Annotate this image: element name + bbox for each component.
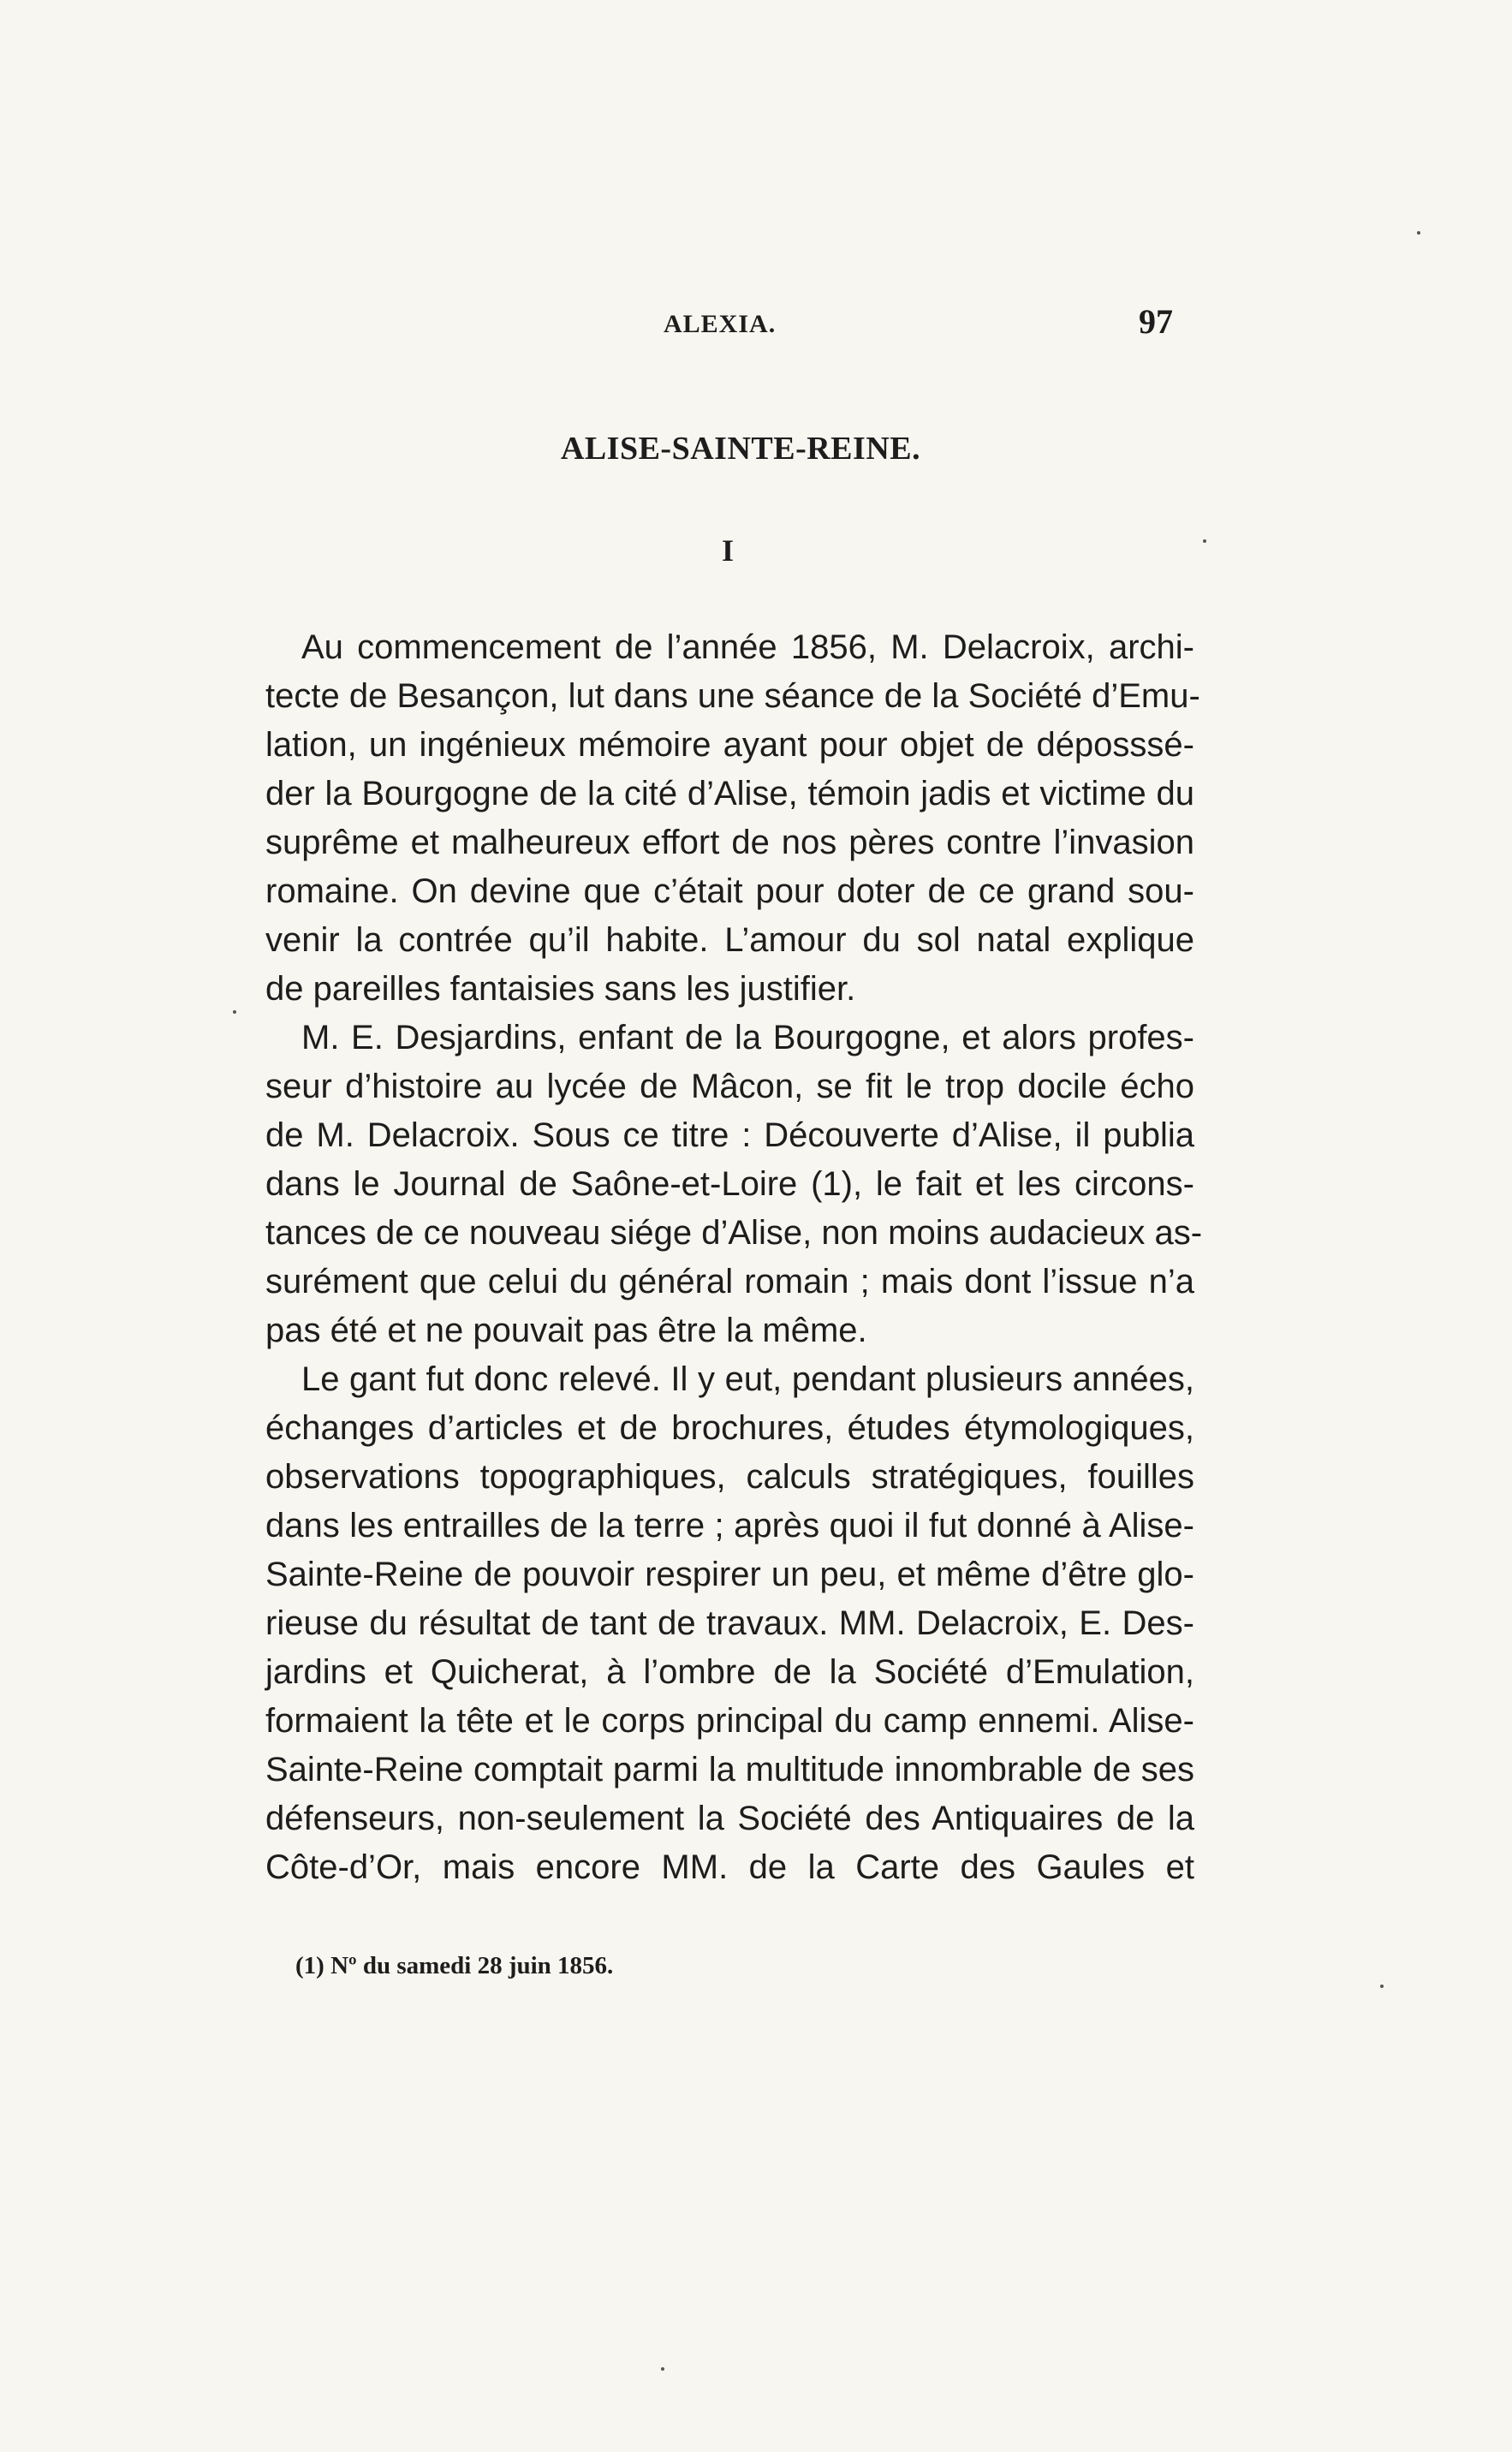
text-line: Au commencement de l’année 1856, M. Delacroix, archi- [301, 628, 1194, 666]
text-line: tances de ce nouveau siége d’Alise, non moins audacieux as- [265, 1214, 1203, 1252]
paper-speck [1380, 1985, 1384, 1988]
text-line: échanges d’articles et de brochures, études étymologiques, [265, 1409, 1194, 1447]
text-line: Sainte-Reine comptait parmi la multitude innombrable de ses [265, 1751, 1194, 1788]
paper-speck [233, 1010, 236, 1014]
text-line: de pareilles fantaisies sans les justifier. [265, 970, 856, 1008]
footnote: (1) Nº du samedi 28 juin 1856. [295, 1952, 614, 1979]
text-line: der la Bourgogne de la cité d’Alise, témoin jadis et victime du [265, 775, 1194, 812]
text-line: rieuse du résultat de tant de travaux. MM. Delacroix, E. Des- [265, 1604, 1194, 1642]
text-line: tecte de Besançon, lut dans une séance de la Société d’Emu- [265, 677, 1200, 715]
text-line: observations topographiques, calculs stratégiques, fouilles [265, 1458, 1194, 1496]
text-line: jardins et Quicherat, à l’ombre de la Société d’Emulation, [265, 1653, 1194, 1691]
text-line: venir la contrée qu’il habite. L’amour du sol natal explique [265, 921, 1194, 959]
text-line: seur d’histoire au lycée de Mâcon, se fit le trop docile écho [265, 1068, 1194, 1105]
text-line: Côte-d’Or, mais encore MM. de la Carte des Gaules et [265, 1848, 1194, 1886]
paper-speck [661, 2367, 664, 2371]
page-number: 97 [1139, 302, 1173, 341]
text-line: formaient la tête et le corps principal du camp ennemi. Alise- [265, 1702, 1194, 1740]
section-number: I [721, 533, 734, 568]
text-line: M. E. Desjardins, enfant de la Bourgogne, et alors profes- [301, 1019, 1194, 1056]
text-line: défenseurs, non-seulement la Société des Antiquaires de la [265, 1800, 1194, 1837]
text-line: dans les entrailles de la terre ; après quoi il fut donné à Alise- [265, 1507, 1194, 1544]
text-line: Le gant fut donc relevé. Il y eut, pendant plusieurs années, [301, 1360, 1194, 1398]
paper-speck [1417, 231, 1420, 235]
text-line: surément que celui du général romain ; mais dont l’issue n’a [265, 1263, 1194, 1300]
text-line: dans le Journal de Saône-et-Loire (1), le fait et les circons- [265, 1165, 1194, 1203]
running-head: ALEXIA. [664, 310, 777, 338]
text-line: Sainte-Reine de pouvoir respirer un peu, et même d’être glo- [265, 1556, 1194, 1593]
text-line: de M. Delacroix. Sous ce titre : Découverte d’Alise, il publia [265, 1116, 1194, 1154]
text-line: romaine. On devine que c’était pour doter de ce grand sou- [265, 872, 1194, 910]
text-line: pas été et ne pouvait pas être la même. [265, 1312, 867, 1349]
text-line: lation, un ingénieux mémoire ayant pour objet de déposssé- [265, 726, 1194, 764]
chapter-title: ALISE-SAINTE-REINE. [560, 431, 921, 467]
text-line: suprême et malheureux effort de nos pères contre l’invasion [265, 824, 1194, 861]
paper-speck [1203, 539, 1206, 543]
body-text [265, 623, 1203, 1892]
